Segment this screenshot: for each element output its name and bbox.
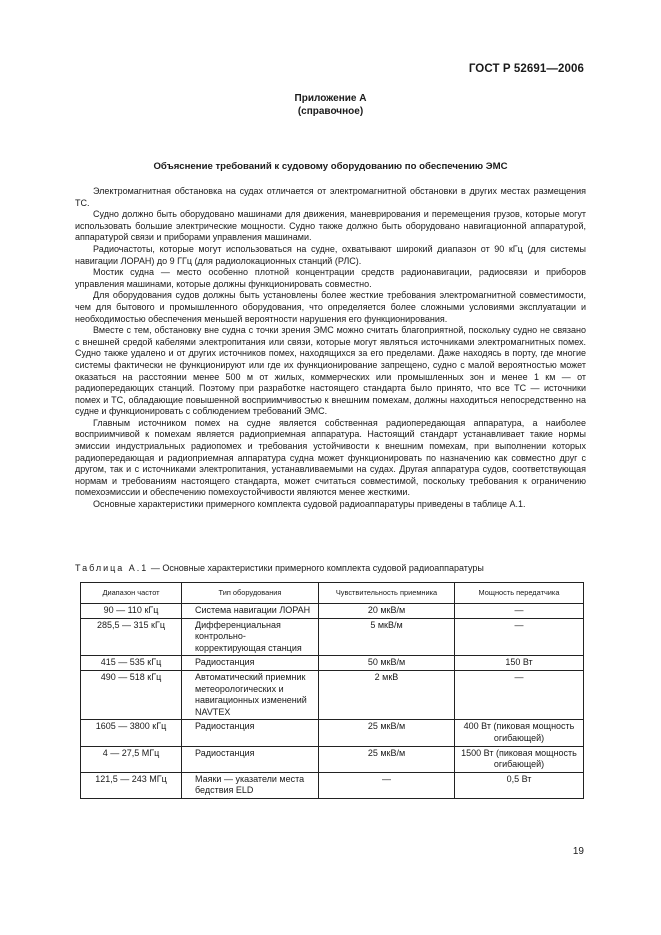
appendix-subtitle: (справочное) — [297, 106, 364, 117]
cell-frequency: 285,5 — 315 кГц — [81, 618, 182, 656]
cell-equipment: Автоматический приемник метеорологических и навигационных изменений NAVTEX — [182, 670, 319, 719]
cell-power: — — [455, 670, 584, 719]
cell-power: 1500 Вт (пиковая мощность огибающей) — [455, 746, 584, 772]
cell-power: 400 Вт (пиковая мощность огибающей) — [455, 720, 584, 746]
cell-frequency: 415 — 535 кГц — [81, 656, 182, 671]
cell-frequency: 490 — 518 кГц — [81, 670, 182, 719]
characteristics-table — [80, 582, 584, 799]
cell-power: 0,5 Вт — [455, 772, 584, 798]
cell-sensitivity: 5 мкВ/м — [319, 618, 455, 656]
cell-frequency: 90 — 110 кГц — [81, 604, 182, 619]
cell-power: — — [455, 618, 584, 656]
cell-sensitivity: 25 мкВ/м — [319, 746, 455, 772]
paragraph: Для оборудования судов должны быть установлены более жесткие требования электромагнитной совместимости, чем для бытового и промышленного оборудования, что определяется более сложными условиями эксплуатации и необходимостью обеспечения меньшей вероятности нарушения его функционирования. — [75, 290, 586, 324]
table-caption — [75, 563, 595, 573]
cell-equipment: Маяки — указатели места бедствия ELD — [182, 772, 319, 798]
cell-equipment: Радиостанция — [182, 746, 319, 772]
table-header-row — [81, 583, 584, 604]
cell-frequency: 121,5 — 243 МГц — [81, 772, 182, 798]
cell-sensitivity: 20 мкВ/м — [319, 604, 455, 619]
cell-power: — — [455, 604, 584, 619]
page-number: 19 — [572, 846, 584, 857]
header-transmitter-power: Мощность передатчика — [455, 583, 584, 604]
cell-equipment: Радиостанция — [182, 720, 319, 746]
table-row — [81, 604, 584, 619]
table-row — [81, 670, 584, 719]
paragraph: Главным источником помех на судне является собственная радиопередающая аппаратура, а наиболее восприимчивой к помехам является радиоприемная аппаратура. Настоящий стандарт устанавливает такие нормы эмиссии индустриальных радиопомех и требования устойчивости к внешним помехам, при выполнении которых радиопередающая и радиоприемная аппаратура судна может функционировать по назначению как совместно друг с другом, так и с источниками электропитания, устанавливаемыми на судах. Другая аппаратура судов, соответствующая нормам и требованиям настоящего стандарта, может считаться совместимой, поскольку требования к ограничению помехоэмиссии и обеспечению помехоустойчивости являются менее жесткими. — [75, 417, 586, 498]
cell-equipment: Система навигации ЛОРАН — [182, 604, 319, 619]
cell-sensitivity: — — [319, 772, 455, 798]
cell-frequency: 4 — 27,5 МГц — [81, 746, 182, 772]
cell-sensitivity: 25 мкВ/м — [319, 720, 455, 746]
standard-number: ГОСТ Р 52691—2006 — [468, 63, 584, 75]
table-row — [81, 618, 584, 656]
cell-sensitivity: 50 мкВ/м — [319, 656, 455, 671]
cell-sensitivity: 2 мкВ — [319, 670, 455, 719]
section-heading: Объяснение требований к судовому оборудованию по обеспечению ЭМС — [153, 161, 508, 172]
table-row — [81, 656, 584, 671]
paragraph: Электромагнитная обстановка на судах отличается от электромагнитной обстановки в других местах размещения ТС. — [75, 186, 586, 208]
table-row — [81, 746, 584, 772]
table-caption-label: Таблица А.1 — [75, 563, 149, 573]
paragraph: Радиочастоты, которые могут использоваться на судне, охватывают широкий диапазон от 90 кГц (для системы навигации ЛОРАН) до 9 ГГц (для радиолокационных станций (РЛС). — [75, 243, 586, 266]
table-row — [81, 772, 584, 798]
paragraph: Вместе с тем, обстановку вне судна с точки зрения ЭМС можно считать благоприятной, поскольку судно не связано с внешней средой кабелями электропитания или связи, которые могут являться источниками электромагнитных помех. Судно также удалено и от других источников помех, находящихся за его пределами. Даже находясь в порту, где многие системы фактически не функционируют или где их функционирование запрещено, судно с малой вероятностью может оказаться на расстоянии менее 500 м от жилых, коммерческих или промышленных зон и менее 1 км — от радиопередающих станций. Поэтому при разработке настоящего стандарта было принято, что все ТС — источники помех и ТС, обладающие повышенной восприимчивостью к внешним помехам, должны находиться непосредственно на судне и функционировать с соблюдением требований ЭМС. — [75, 325, 586, 417]
table-row — [81, 720, 584, 746]
appendix-title: Приложение А — [294, 93, 367, 104]
header-frequency-range: Диапазон частот — [81, 583, 182, 604]
paragraph: Судно должно быть оборудовано машинами для движения, маневрирования и перемещения грузов, которые могут использовать большие электрические мощности. Судно также должно быть оборудовано навигационной аппаратурой, аппаратурой связи и приборами управления машинами. — [75, 209, 586, 243]
cell-frequency: 1605 — 3800 кГц — [81, 720, 182, 746]
cell-equipment: Радиостанция — [182, 656, 319, 671]
header-receiver-sensitivity: Чувствительность приемника — [319, 583, 455, 604]
cell-equipment: Дифференциальная контрольно-корректирующая станция — [182, 618, 319, 656]
paragraph: Основные характеристики примерного комплекта судовой радиоаппаратуры приведены в таблице А.1. — [93, 499, 526, 510]
table-caption-text: — Основные характеристики примерного комплекта судовой радиоаппаратуры — [148, 563, 484, 573]
body-text — [75, 186, 586, 511]
cell-power: 150 Вт — [455, 656, 584, 671]
paragraph: Мостик судна — место особенно плотной концентрации средств радионавигации, радиосвязи и приборов управления машинами, которые должны функционировать совместно. — [75, 267, 586, 289]
header-equipment-type: Тип оборудования — [182, 583, 319, 604]
